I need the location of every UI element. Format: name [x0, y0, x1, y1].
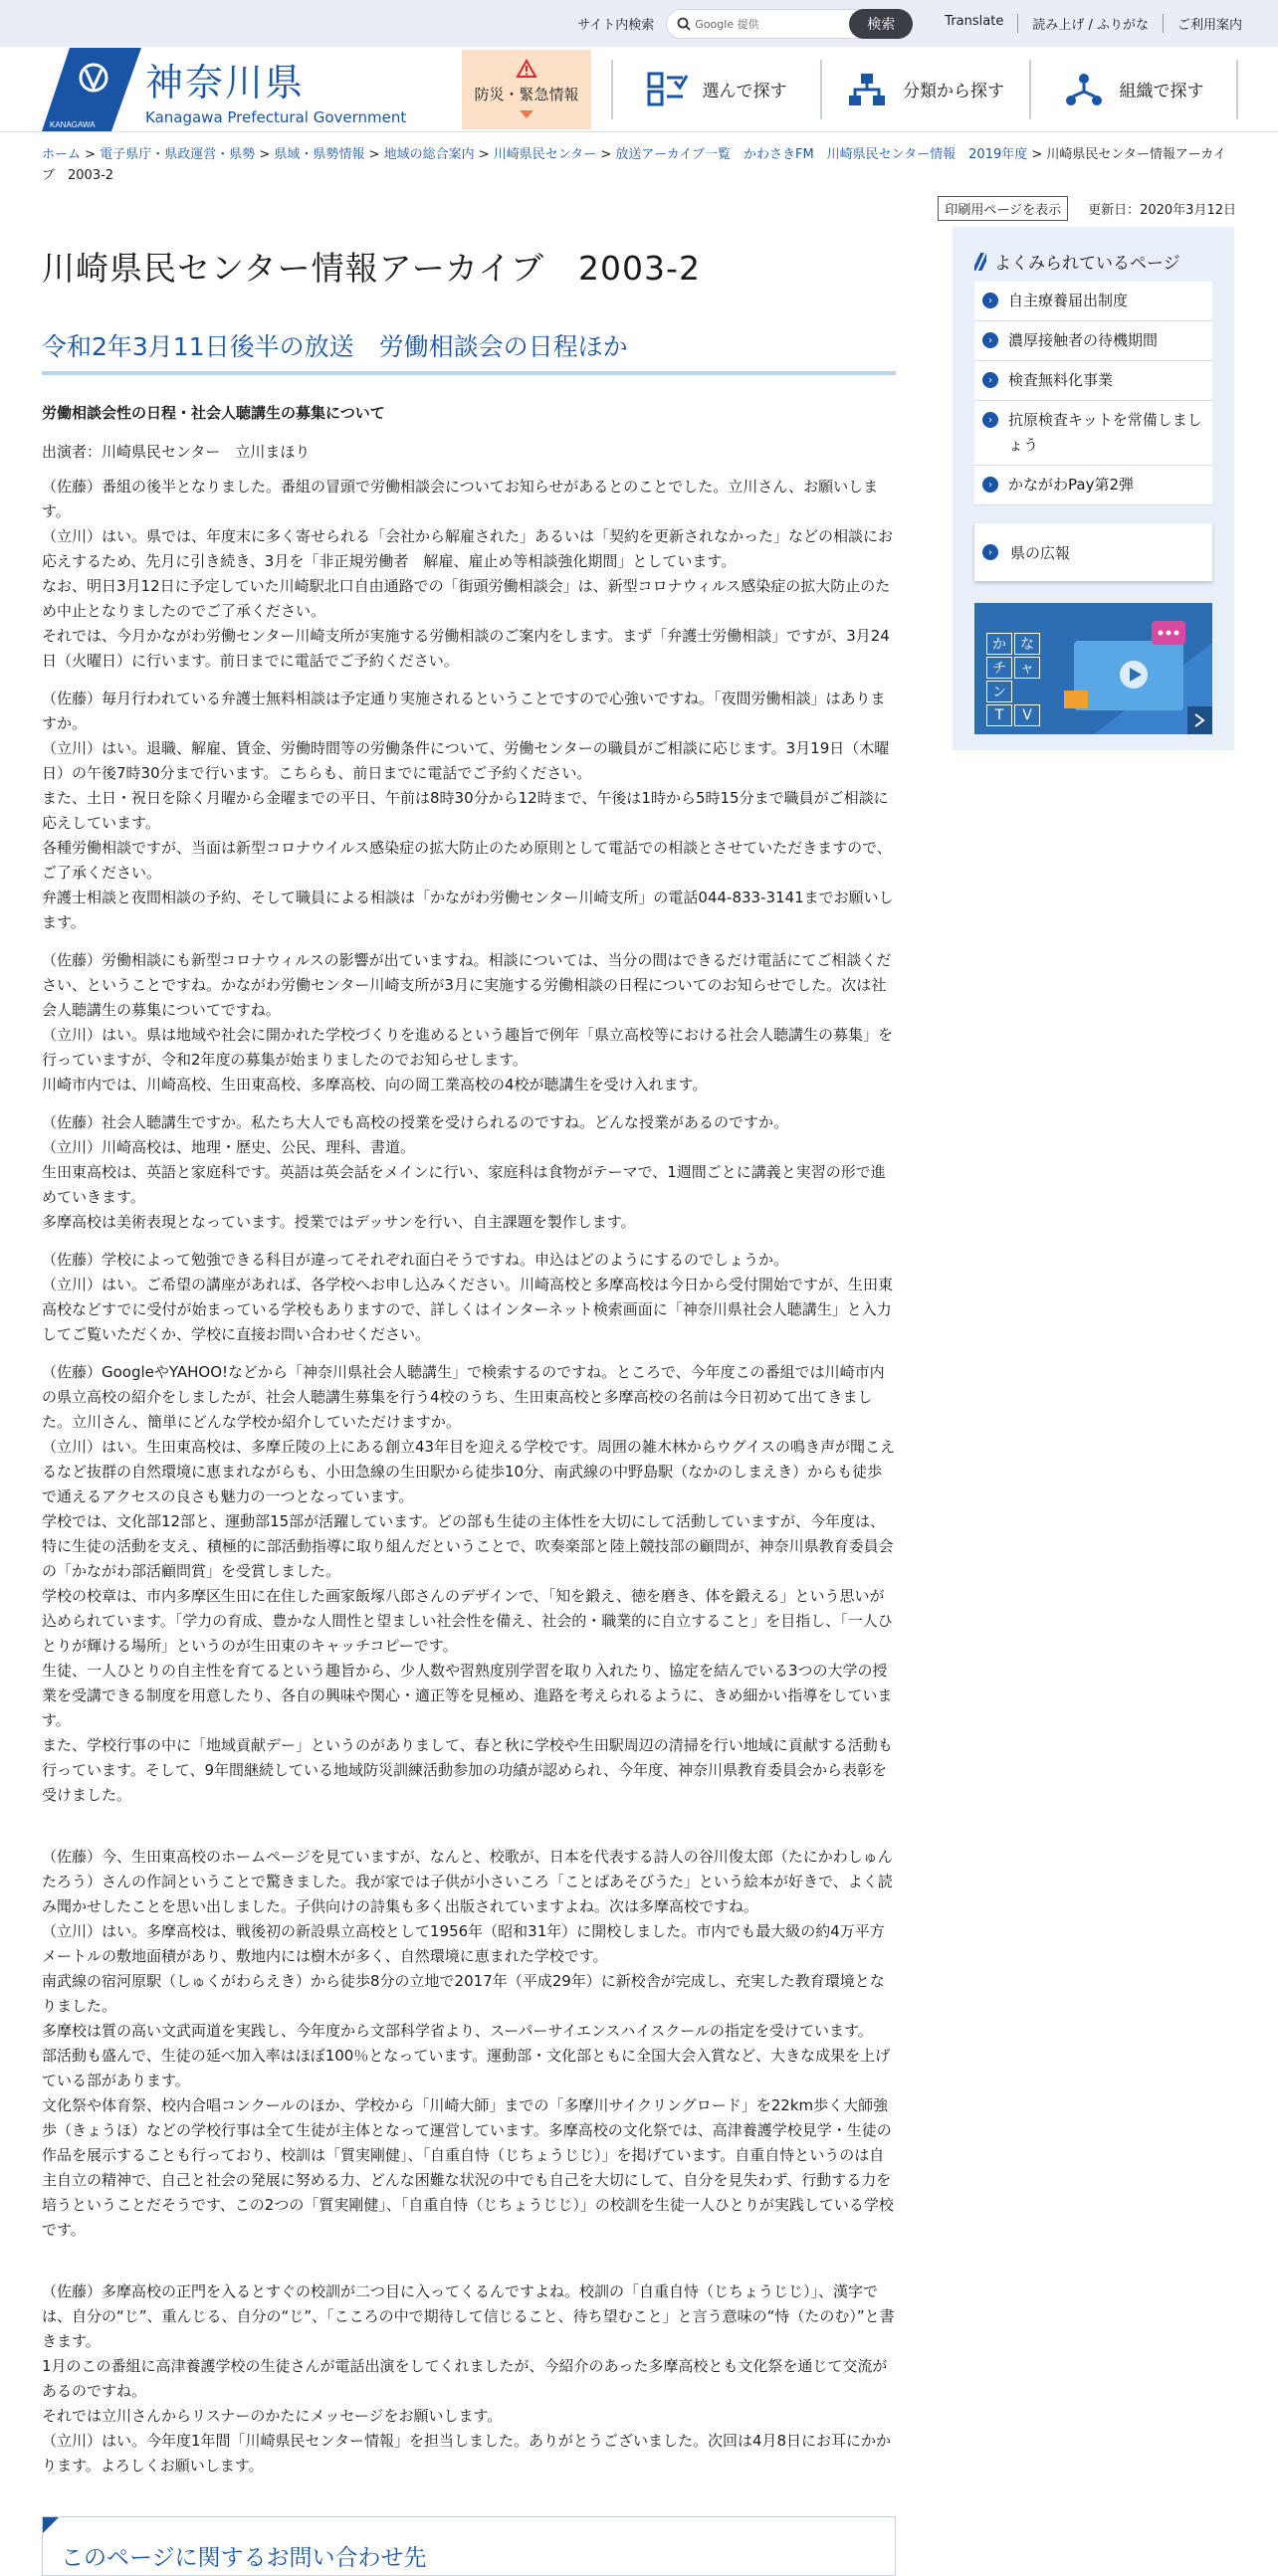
breadcrumb-link[interactable]: 地域の総合案内 [383, 147, 475, 162]
transcript-line: （立川）川崎高校は、地理・歴史、公民、理科、書道。 [42, 1138, 416, 1156]
breadcrumb-link[interactable]: 県域・県勢情報 [274, 147, 365, 162]
transcript-line: 川崎市内では、川崎高校、生田東高校、多摩高校、向の岡工業高校の4校が聴講生を受け入れます。 [42, 1076, 708, 1093]
transcript-line: なお、明日3月12日に予定していた川崎駅北口自由通路での「街頭労働相談会」は、新型コロナウィルス感染症の拡大防止のため中止となりましたのでご了承ください。 [42, 577, 891, 620]
logo-japanese: 神奈川県 [145, 61, 306, 104]
popular-item[interactable]: › 自主療養届出制度 [974, 282, 1212, 321]
kana-tile: T [986, 704, 1012, 726]
chevron-right-icon: › [982, 332, 998, 348]
transcript-line: それでは立川さんからリスナーのかたにメッセージをお願いします。 [42, 2407, 503, 2425]
transcript [42, 475, 896, 2478]
emergency-label: 防災・緊急情報 [474, 86, 579, 103]
transcript-line: （佐藤）労働相談にも新型コロナウィルスの影響が出ていますね。相談については、当分の間はできるだけ電話にてご相談ください、ということですね。かながわ労働センター川崎支所が3月に実施する労働相談の日程についてのお知らせでした。次は社会人聴講生の募集についてですね。 [42, 951, 892, 1019]
site-search-label: サイト内検索 [577, 18, 655, 33]
transcript-line: （佐藤）毎月行われている弁護士無料相談は予定通り実施されるということですので心強いですね。「夜間労働相談」はありますか。 [42, 690, 886, 732]
search-button[interactable]: 検索 [849, 9, 913, 39]
chevron-right-icon: › [982, 293, 998, 308]
breadcrumb-current: 川崎県民センター情報アーカイブ 2003-2 [42, 147, 1226, 183]
transcript-line: 各種労働相談ですが、当面は新型コロナウイルス感染症の拡大防止のため原則として電話での相談とさせていただきますので、ご了承ください。 [42, 839, 892, 882]
organization-icon [1064, 72, 1104, 107]
transcript-block [42, 1845, 896, 2243]
transcript-line: （佐藤）学校によって勉強できる科目が違ってそれぞれ面白そうですね。申込はどのようにするのでしょうか。 [42, 1251, 789, 1269]
transcript-line: （立川）はい。ご希望の講座があれば、各学校へお申し込みください。川崎高校と多摩高校は今日から受付開始ですが、生田東高校などすでに受付が始まっている学校もありますので、詳しくはインターネット検索画面に「神奈川県社会人聴講生」と入力してご覧いただくか、学校に直接お問い合わせください。 [42, 1276, 894, 1343]
warning-icon [517, 60, 536, 78]
transcript-line: （立川）はい。今年度1年間「川崎県民センター情報」を担当しました。ありがとうございました。次回は4月8日にお耳にかかります。よろしくお願いします。 [42, 2432, 892, 2475]
transcript-block [42, 1110, 896, 1235]
popular-heading: よくみられているページ [974, 249, 1212, 274]
chevron-down-icon [520, 110, 533, 118]
kana-tile: な [1014, 633, 1040, 655]
transcript-line: また、土日・祝日を除く月曜から金曜までの平日、午前は8時30分から12時まで、午後は1時から5時15分まで職員がご相談に応えしています。 [42, 789, 889, 832]
breadcrumb-link[interactable]: 川崎県民センター [493, 147, 597, 162]
kana-tile: V [1014, 704, 1040, 726]
nav-organization[interactable] [1029, 60, 1238, 119]
transcript-line: （佐藤）今、生田東高校のホームページを見ていますが、なんと、校歌が、日本を代表する詩人の谷川俊太郎（たにかわしゅんたろう）さんの作詞ということで驚きました。我が家では子供が小さいころ「ことばあそびうた」という絵本が好きで、よく読み聞かせしたことを思い出しました。子供向けの詩集も多く出版されていますよね。次は多摩高校ですね。 [42, 1848, 893, 1915]
transcript-line: 文化祭や体育祭、校内合唱コンクールのほか、学校から「川崎大師」までの「多摩川サイクリングロード」を22km歩く大師強歩（きょうほ）などの学校行事は全て生徒が主体となって運営しています。多摩高校の文化祭では、高津養護学校見学・生徒の作品を展示することも行っており、校訓は「質実剛健」、「自重自恃（じちょうじじ）」を掲げています。自重自恃というのは自主自立の精神で、自己と社会の発展に努める力、どんな困難な状況の中でも自己を大切にして、自分を見失わず、行動する力を培うということだそうです、この2つの「質実剛健」、「自重自恃（じちょうじじ）」の校訓を生徒一人ひとりが実践している学校です。 [42, 2096, 894, 2239]
site-header [0, 47, 1278, 132]
guide-link[interactable]: ご利用案内 [1163, 14, 1256, 33]
transcript-block [42, 2279, 896, 2478]
cast-line: 出演者：川崎県民センター 立川まほり [42, 443, 311, 461]
furigana-link[interactable]: 読み上げ / ふりがな [1017, 14, 1163, 33]
transcript-block [42, 948, 896, 1097]
contact-box [42, 2516, 896, 2576]
transcript-line: （佐藤）多摩高校の正門を入るとすぐの校訓が二つ目に入ってくるんですよね。校訓の「自重自恃（じちょうじじ）」、漢字では、自分の“じ”、重んじる、自分の“じ”、「こころの中で期待して信じること、待ち望むこと」と言う意味の“恃（たのむ）”と書きます。 [42, 2282, 895, 2350]
transcript-line: （立川）はい。退職、解雇、賃金、労働時間等の労働条件について、労働センターの職員がご相談に応じます。3月19日（木曜日）の午後7時30分まで行います。こちらも、前日までに電話でご予約ください。 [42, 739, 890, 782]
sidebar [953, 227, 1234, 2576]
transcript-line: 多摩高校は美術表現となっています。授業ではデッサンを行い、自主課題を製作します。 [42, 1213, 636, 1231]
kana-tile: か [986, 633, 1012, 655]
search-icon [677, 17, 691, 31]
transcript-line: （立川）はい。県では、年度末に多く寄せられる「会社から解雇された」あるいは「契約を更新されなかった」などの相談にお応えするため、先月に引き続き、3月を「非正規労働者 解雇、雇止め等相談強化期間」としています。 [42, 527, 894, 570]
page-title: 川崎県民センター情報アーカイブ 2003-2 [42, 249, 701, 288]
transcript-block [42, 1248, 896, 1347]
transcript-line: それでは、今月かながわ労働センター川崎支所が実施する労働相談のご案内をします。まず「弁護士労働相談」ですが、3月24日（火曜日）に行います。前日までに電話でご予約ください。 [42, 627, 890, 670]
slash-icon [974, 253, 986, 271]
chevron-right-icon: › [982, 477, 998, 493]
translate-link[interactable]: Translate [945, 14, 1004, 29]
popular-item[interactable]: › かながわPay第2弾 [974, 466, 1212, 505]
breadcrumb-link[interactable]: ホーム [42, 147, 82, 162]
transcript-line: また、学校行事の中に「地域貢献デー」というのがありまして、春と秋に学校や生田駅周辺の清掃を行い地域に貢献する活動も行っています。そして、9年間継続している地域防災訓練活動参加の功績が認められ、今年度、神奈川県教育委員会から表彰を受けました。 [42, 1736, 893, 1804]
koho-link[interactable]: › 県の広報 [974, 523, 1212, 581]
search-brand: Google 提供 [695, 17, 759, 31]
transcript-line: 多摩校は質の高い文武両道を実践し、今年度から文部科学省より、スーパーサイエンスハイスクールの指定を受けています。 [42, 2022, 873, 2040]
emergency-info-button[interactable] [462, 50, 591, 129]
transcript-line: 1月のこの番組に高津養護学校の生徒さんが電話出演をしてくれましたが、今紹介のあった多摩高校とも文化祭を通じて交流があるのですね。 [42, 2357, 888, 2400]
site-logo[interactable] [42, 48, 460, 131]
hierarchy-icon [847, 72, 887, 107]
transcript-line: 学校の校章は、市内多摩区生田に在住した画家飯塚八郎さんのデザインで、「知を鍛え、徳を磨き、体を鍛える」という思いが込められています。「学力の育成、豊かな人間性と望ましい社会性を備え、社会的・職業的に自立すること」を目指し、「一人ひとりが輝ける場所」というのが生田東のキャッチコピーです。 [42, 1587, 893, 1655]
kana-tile: ン [986, 681, 1012, 702]
nav-organization-label: 組織で探す [1119, 82, 1204, 101]
transcript-line: 生徒、一人ひとりの自主性を育てるという趣旨から、少人数や習熟度別学習を取り入れたり、協定を結んでいる3つの大学の授業を受講できる制度を用意したり、各自の興味や関心・適正等を見極め、進路を考えられるように、きめ細かい指導をしています。 [42, 1662, 893, 1729]
chevron-right-icon: › [982, 372, 998, 388]
popular-list [974, 282, 1212, 505]
transcript-line: 生田東高校は、英語と家庭科です。英語は英会話をメインに行い、家庭科は食物がテーマで、1週間ごとに講義と実習の形で進めていきます。 [42, 1163, 886, 1206]
contact-title: このページに関するお問い合わせ先 [61, 2545, 427, 2571]
transcript-line: 弁護士相談と夜間相談の予約、そして職員による相談は「かながわ労働センター川崎支所」の電話044-833-3141までお願いします。 [42, 889, 894, 931]
transcript-line: （立川）はい。県は地域や社会に開かれた学校づくりを進めるという趣旨で例年「県立高校等における社会人聴講生の募集」を行っていますが、令和2年度の募集が始まりましたのでお知らせします。 [42, 1026, 894, 1069]
utility-bar [0, 0, 1278, 47]
main-content [42, 221, 896, 2576]
logo-small-text: KANAGAWA [50, 119, 96, 129]
checklist-icon [647, 72, 687, 107]
transcript-line: 学校では、文化部12部と、運動部15部が活躍しています。どの部も生徒の主体性を大切にして活動していますが、今年度は、特に生徒の活動を支え、積極的に部活動指導に取り組んだということで、吹奏楽部と陸上競技部の顧問が、神奈川県教育委員会の「かながわ部活顧問賞」を受賞しました。 [42, 1512, 894, 1580]
transcript-block [42, 687, 896, 935]
updated-date: 更新日：2020年3月12日 [1088, 203, 1236, 218]
breadcrumb-link[interactable]: 電子県庁・県政運営・県勢 [100, 147, 256, 162]
breadcrumb: ホーム > 電子県庁・県政運営・県勢 > 県域・県勢情報 > 地域の総合案内 > 川崎県民センター > 放送アーカイブ一覧 かわさきFM 川崎県民センター情報 2019年度 > 川崎県民センター情報アーカイブ 2003-2 [42, 147, 1226, 183]
logo-english: Kanagawa Prefectural Government [145, 108, 407, 126]
nav-choose[interactable] [611, 60, 820, 119]
kana-channel-logo [986, 633, 1040, 726]
kana-tile: チ [986, 657, 1012, 679]
chevron-right-icon: › [982, 412, 998, 428]
page-subtitle: 令和2年3月11日後半の放送 労働相談会の日程ほか [42, 327, 896, 375]
transcript-line: 部活動も盛んで、生徒の延べ加入率はほぼ100％となっています。運動部・文化部ともに全国大会入賞など、大きな成果を上げている部があります。 [42, 2047, 891, 2089]
nav-choose-label: 選んで探す [702, 82, 787, 101]
popular-item[interactable]: › 検査無料化事業 [974, 361, 1212, 401]
transcript-block [42, 475, 896, 674]
chevron-right-icon: › [982, 544, 998, 560]
print-button[interactable]: 印刷用ページを表示 [938, 196, 1068, 221]
transcript-line: （佐藤）GoogleやYAHOO!などから「神奈川県社会人聴講生」で検索するのですね。ところで、今年度この番組では川崎市内の県立高校の紹介をしましたが、社会人聴講生募集を行う4校のうち、生田東高校と多摩高校の名前は今日初めて出てきました。立川さん、簡単にどんな学校か紹介していただけますか。 [42, 1363, 885, 1431]
site-search-input[interactable] [666, 9, 913, 39]
topic-heading: 労働相談会性の日程・社会人聴講生の募集について [42, 404, 385, 422]
kana-tile: ャ [1014, 657, 1040, 679]
popular-item[interactable]: › 抗原検査キットを常備しましょう [974, 401, 1212, 466]
transcript-line: （立川）はい。生田東高校は、多摩丘陵の上にある創立43年目を迎える学校です。周囲の雑木林からウグイスの鳴き声が聞こえるなど抜群の自然環境に恵まれながらも、小田急線の生田駅から徒歩10分、南武線の中野島駅（なかのしまえき）からも徒歩で通えるアクセスの良さも魅力の一つとなっています。 [42, 1438, 895, 1505]
nav-category[interactable] [820, 60, 1029, 119]
kanagawa-emblem-icon [42, 48, 141, 131]
transcript-block [42, 1360, 896, 1808]
nav-category-label: 分類から探す [903, 82, 1004, 101]
breadcrumb-link[interactable]: 放送アーカイブ一覧 かわさきFM 川崎県民センター情報 2019年度 [615, 147, 1028, 162]
kana-channel-banner[interactable] [974, 603, 1212, 734]
transcript-line: （佐藤）番組の後半となりました。番組の冒頭で労働相談会についてお知らせがあるとのことでした。立川さん、お願いします。 [42, 478, 879, 520]
transcript-line: （佐藤）社会人聴講生ですか。私たち大人でも高校の授業を受けられるのですね。どんな授業があるのですか。 [42, 1113, 789, 1131]
popular-item[interactable]: › 濃厚接触者の待機期間 [974, 321, 1212, 361]
transcript-line: （立川）はい。多摩高校は、戦後初の新設県立高校として1956年（昭和31年）に開校しました。市内でも最大級の約4万平方メートルの敷地面積があり、敷地内には樹木が多く、自然環境に恵まれた学校です。 [42, 1922, 885, 1965]
transcript-line: 南武線の宿河原駅（しゅくがわらえき）から徒歩8分の立地で2017年（平成29年）に新校舎が完成し、充実した教育環境となりました。 [42, 1972, 885, 2015]
